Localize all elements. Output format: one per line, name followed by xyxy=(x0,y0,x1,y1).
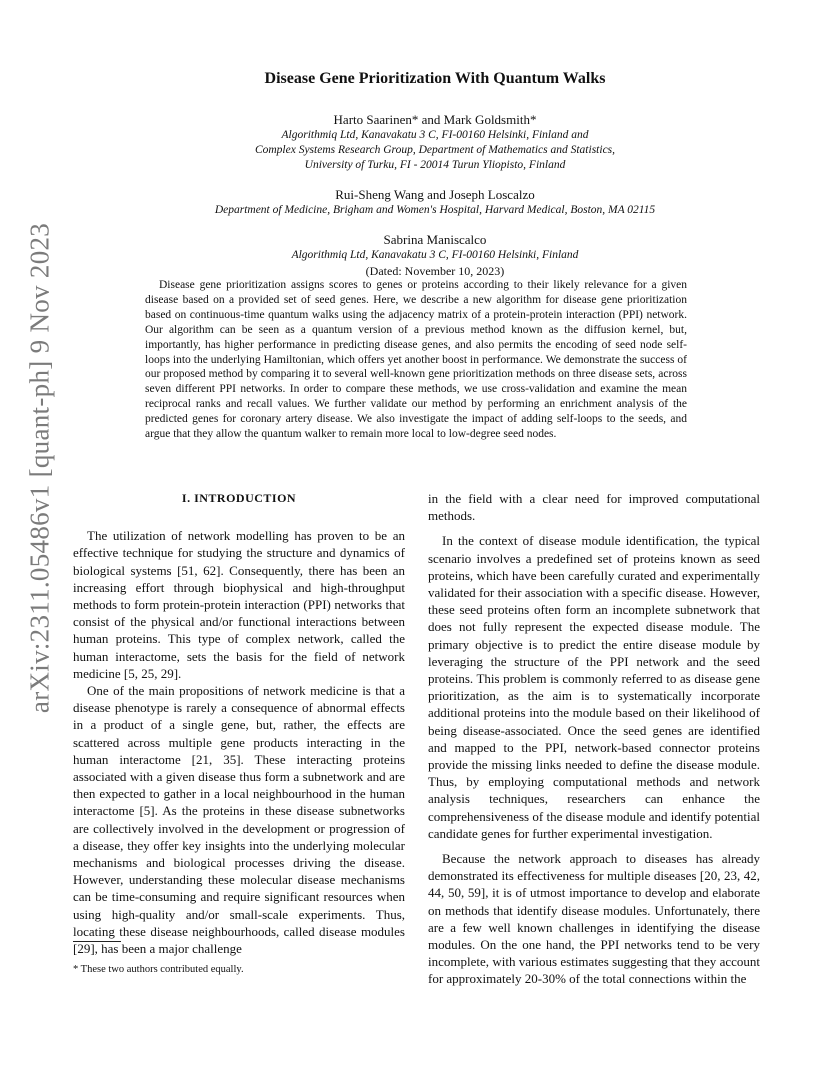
footnote: * These two authors contributed equally. xyxy=(73,964,244,975)
abstract-text: Disease gene prioritization assigns scores to genes or proteins according to their likely relevance for a given disease based on a provided set of seed genes. Here, we describe a new algorithm for disease gene prioritization based on continuous-time quantum walks using the adjacency matrix of a protein-protein interaction (PPI) network. Our algorithm can be seen as a quantum version of a previous method known as the diffusion kernel, but, importantly, has higher performance in predicting disease genes, and also permits the encoding of seed node self-loops into the underlying Hamiltonian, which offers yet another boost in performance. We demonstrate the success of our proposed method by comparing it to several well-known gene prioritization methods on three disease sets, across seven different PPI networks. In order to compare these methods, we use cross-validation and examine the mean reciprocal ranks and recall values. We further validate our method by performing an enrichment analysis of the predicted genes for coronary artery disease. We also investigate the impact of adding self-loops to the seeds, and argue that they allow the quantum walker to remain more local to low-degree seed nodes. xyxy=(145,279,687,441)
paper-header xyxy=(80,70,790,279)
author-group-1 xyxy=(80,112,790,173)
paper-title: Disease Gene Prioritization With Quantum Walks xyxy=(264,70,606,87)
body-paragraph: The utilization of network modelling has proven to be an effective technique for studying the structure and dynamics of biological systems [51, 62]. Consequently, there has been an increasing effort through biophysical and high-throughput methods to form protein-protein interaction (PPI) networks that consist of the physical and/or functional interactions between human proteins. This type of complex network, called the human interactome, sets the basis for the field of network medicine [5, 25, 29]. xyxy=(73,528,405,681)
arxiv-identifier-stamp xyxy=(18,222,62,714)
paper-date: (Dated: November 10, 2023) xyxy=(365,264,505,278)
body-paragraph: One of the main propositions of network medicine is that a disease phenotype is rarely a consequence of abnormal effects in a product of a single gene, but, rather, the effects are scattered across multiple gene products interacting in the human interactome [21, 35]. These interacting proteins associated with a given disease thus form a subnetwork and are then expected to gather in a local neighbourhood in the human interactome [5]. As the proteins in these disease subnetworks are collectively involved in the development or progression of a disease, they offer key insights into the underlying molecular mechanisms and biological processes driving the disease. However, understanding these molecular disease mechanisms can be time-consuming and require significant resources when using high-quality and/or small-scale experiments. Thus, locating these disease neighbourhoods, called disease modules [29], has been a major challenge xyxy=(73,683,405,957)
author-group-3 xyxy=(80,232,790,279)
affiliation-line: University of Turku, FI - 20014 Turun Yliopisto, Finland xyxy=(304,159,566,171)
body-paragraph: Because the network approach to diseases has already demonstrated its effectiveness for multiple diseases [20, 23, 42, 44, 50, 59], it is of utmost importance to develop and elaborate on methods that identify disease modules. Unfortunately, there are a few well known challenges in identifying the disease modules. On the one hand, the PPI networks tend to be very incomplete, with various estimates suggesting that they account for approximately 20-30% of the total connections within the xyxy=(428,851,760,987)
abstract xyxy=(145,278,687,442)
footnote-divider xyxy=(73,941,121,942)
author-names: Harto Saarinen* and Mark Goldsmith* xyxy=(333,112,537,127)
right-column xyxy=(428,490,760,988)
left-column xyxy=(73,490,405,957)
affiliation-line: Complex Systems Research Group, Department of Mathematics and Statistics, xyxy=(254,144,616,156)
author-names: Sabrina Maniscalco xyxy=(383,232,487,247)
author-names: Rui-Sheng Wang and Joseph Loscalzo xyxy=(335,187,535,202)
section-heading: I. INTRODUCTION xyxy=(181,491,297,505)
affiliation-line: Department of Medicine, Brigham and Women's Hospital, Harvard Medical, Boston, MA 02115 xyxy=(214,204,656,216)
affiliation-line: Algorithmiq Ltd, Kanavakatu 3 C, FI-00160 Helsinki, Finland and xyxy=(281,129,589,141)
affiliation-line: Algorithmiq Ltd, Kanavakatu 3 C, FI-00160 Helsinki, Finland xyxy=(291,249,579,261)
arxiv-id-text: arXiv:2311.05486v1 [quant-ph] 9 Nov 2023 xyxy=(24,222,55,714)
body-paragraph: In the context of disease module identification, the typical scenario involves a predefined set of proteins known as seed proteins, which have been carefully curated and experimentally validated for their association with a specific disease. However, these seed proteins often form an incomplete subnetwork that does not fully represent the expected disease module. The primary objective is to predict the entire disease module by leveraging the structure of the PPI network and the seed proteins. This problem is commonly referred to as disease gene prioritization, as the aim is to systematically incorporate additional proteins into the module based on their likelihood of being disease-associated. Once the seed genes are identified and mapped to the PPI, network-based connector proteins provide the missing links needed to define the disease module. Thus, by employing computational methods and network analysis techniques, researchers can enhance the comprehensiveness of the disease module and identify potential candidate genes for further experimental investigation. xyxy=(428,533,760,841)
author-group-2 xyxy=(80,187,790,218)
body-paragraph: in the field with a clear need for improved computational methods. xyxy=(428,491,760,524)
